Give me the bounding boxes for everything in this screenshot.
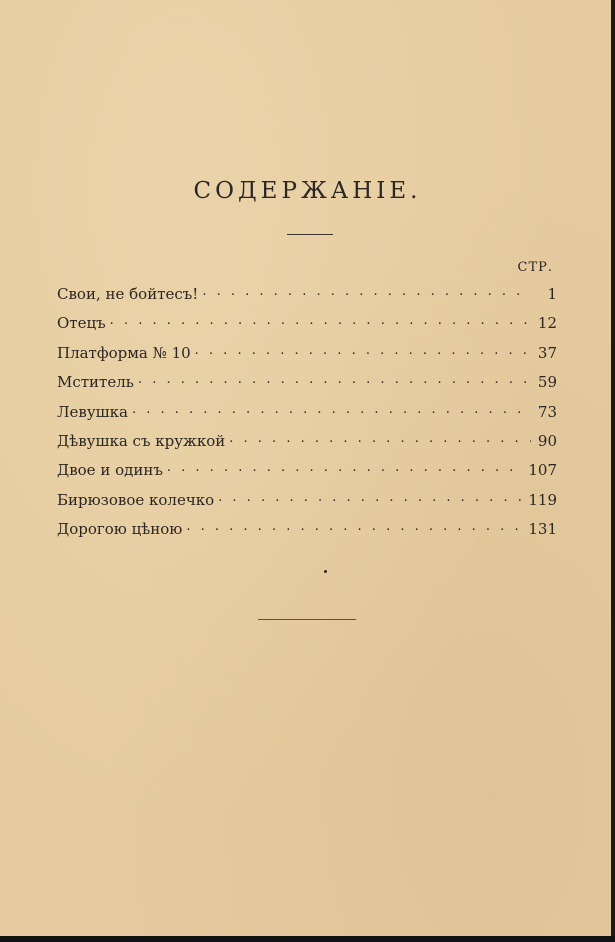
toc-entry-page: 37 (537, 343, 557, 362)
ink-speck (324, 570, 327, 573)
toc-entry-page: 90 (537, 431, 557, 450)
dot-leader (110, 313, 531, 328)
dot-leader (132, 402, 531, 417)
dot-leader (167, 460, 522, 475)
page-column-label: СТР. (517, 260, 553, 275)
toc-entry (57, 313, 557, 342)
dot-leader (195, 343, 531, 358)
toc-entry (57, 402, 557, 431)
closing-rule (258, 619, 356, 620)
dot-leader (138, 372, 531, 387)
toc-entry-title: Дорогою цѣною (57, 520, 183, 539)
toc-entry-page: 59 (537, 373, 557, 392)
title-rule (287, 234, 333, 235)
toc-entry-title: Отецъ (57, 314, 106, 333)
toc-entry (57, 343, 557, 372)
toc-entry-page: 107 (528, 461, 557, 480)
toc-entry-title: Левушка (57, 402, 128, 421)
toc-entry-title: Бирюзовое колечко (57, 490, 215, 509)
toc-entry (57, 460, 557, 489)
scan-edge-right (611, 0, 615, 942)
toc-entry-title: Свои, не бойтесъ! (57, 285, 199, 303)
toc-entry (57, 372, 557, 401)
toc-entry-page: 1 (547, 285, 557, 303)
dot-leader (229, 431, 531, 446)
toc-entry-title: Двое и одинъ (57, 461, 163, 480)
toc-entry (57, 490, 557, 519)
toc-entry-page: 12 (537, 314, 557, 333)
toc-entry (57, 284, 557, 313)
dot-leader (202, 284, 531, 299)
toc-entry (57, 519, 557, 548)
table-of-contents (57, 284, 557, 549)
toc-entry-page: 131 (528, 520, 557, 539)
toc-entry-page: 73 (537, 402, 557, 421)
scan-edge-bottom (0, 936, 615, 942)
toc-entry-title: Платформа № 10 (57, 343, 191, 362)
toc-entry-title: Мститель (57, 373, 134, 392)
page-title: СОДЕРЖАНIЕ. (193, 178, 422, 204)
dot-leader (218, 490, 522, 505)
toc-entry (57, 431, 557, 460)
toc-entry-title: Дѣвушка съ кружкой (57, 431, 226, 450)
dot-leader (186, 519, 522, 534)
toc-entry-page: 119 (528, 490, 557, 509)
